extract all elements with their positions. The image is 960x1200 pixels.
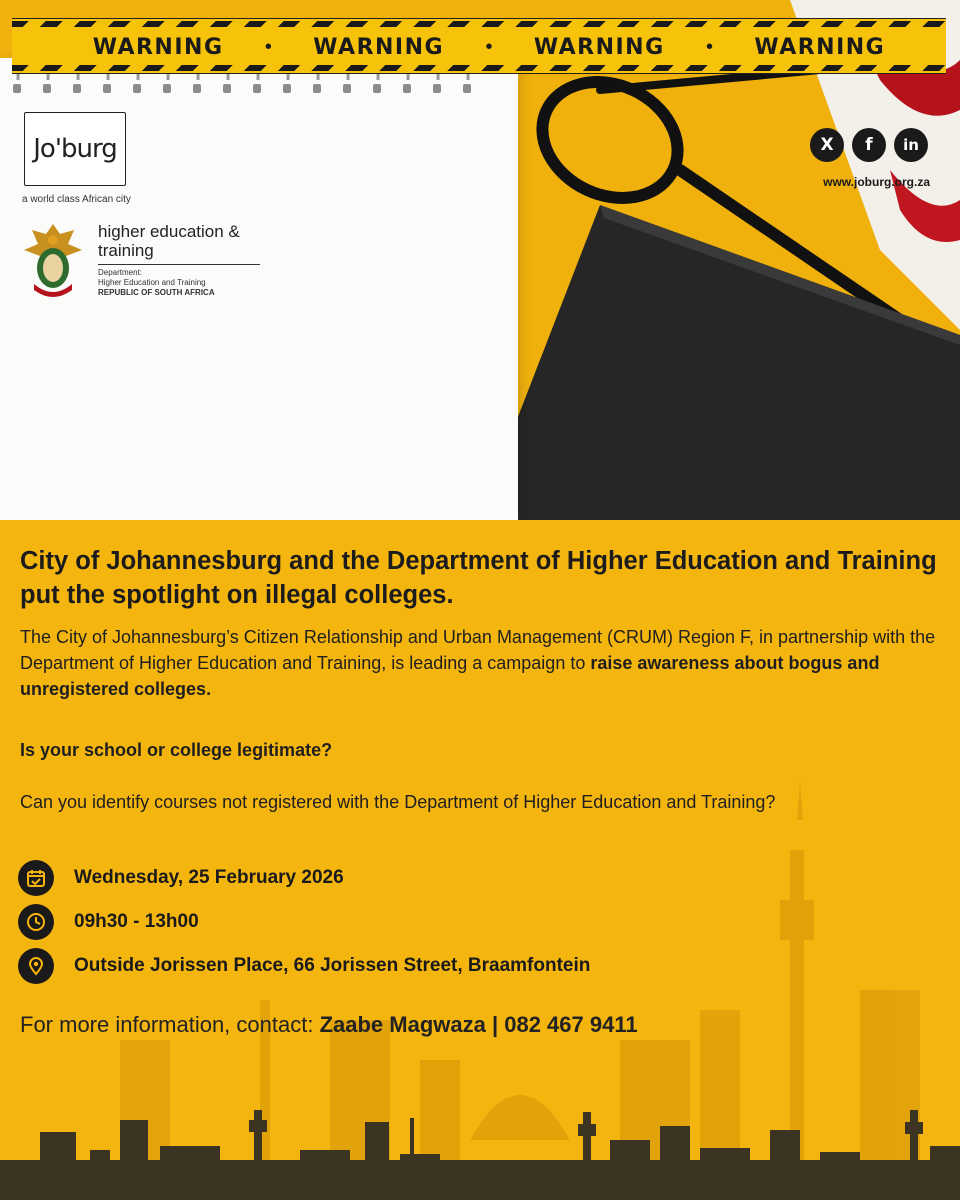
dhet-sub-line: REPUBLIC OF SOUTH AFRICA — [98, 288, 215, 297]
dhet-subtitle — [98, 268, 215, 298]
warning-separator: • — [706, 35, 714, 58]
joburg-logo-text: Jo'burg — [33, 134, 117, 164]
clock-icon — [18, 904, 54, 940]
website-link[interactable]: www.joburg.org.za — [823, 175, 930, 189]
event-time-row — [18, 904, 199, 940]
warning-word: WARNING — [313, 34, 445, 60]
dhet-sub-line: Department: — [98, 268, 143, 277]
headline: City of Johannesburg and the Department of Higher Education and Training put the spotlight on illegal colleges. — [20, 547, 937, 609]
intro-bold-text: raise awareness about bogus and unregistered colleges. — [20, 653, 880, 699]
warning-banner — [12, 18, 946, 74]
event-place-row — [18, 948, 590, 984]
question-courses: Can you identify courses not registered with the Department of Higher Education and Training? — [20, 792, 776, 812]
coat-of-arms-icon — [20, 220, 86, 304]
hero-image — [0, 0, 960, 520]
warning-separator: • — [485, 35, 493, 58]
warning-word: WARNING — [92, 34, 224, 60]
x-icon[interactable]: X — [810, 128, 844, 162]
intro-text: The City of Johannesburg’s Citizen Relationship and Urban Management (CRUM) Region F, in partnership with the Department of Higher Education and Training, is leading a campaign to — [20, 627, 936, 673]
dhet-sub-line: Higher Education and Training — [98, 278, 206, 287]
hazard-stripes-bottom — [12, 65, 946, 71]
main-content — [0, 520, 960, 1200]
linkedin-icon[interactable]: in — [894, 128, 928, 162]
dhet-logo — [20, 220, 260, 306]
warning-separator: • — [264, 35, 272, 58]
contact-prefix: For more information, contact: — [20, 1012, 320, 1037]
joburg-logo — [24, 112, 126, 186]
intro-paragraph — [20, 624, 950, 702]
event-date-row — [18, 860, 344, 896]
social-links — [810, 128, 928, 162]
joburg-tagline: a world class African city — [22, 194, 131, 205]
contact-name-phone: Zaabe Magwaza | 082 467 9411 — [319, 1012, 638, 1037]
dhet-title: higher education & training — [98, 222, 260, 265]
hazard-stripes-top — [12, 21, 946, 27]
facebook-icon[interactable]: f — [852, 128, 886, 162]
event-time: 09h30 - 13h00 — [74, 911, 199, 932]
calendar-icon — [18, 860, 54, 896]
question-legitimate: Is your school or college legitimate? — [20, 740, 333, 760]
contact-line — [20, 1012, 638, 1038]
event-date: Wednesday, 25 February 2026 — [74, 867, 344, 888]
warning-words — [12, 29, 946, 65]
location-pin-icon — [18, 948, 54, 984]
warning-word: WARNING — [533, 34, 665, 60]
warning-word: WARNING — [754, 34, 886, 60]
event-place: Outside Jorissen Place, 66 Jorissen Street, Braamfontein — [74, 955, 591, 976]
